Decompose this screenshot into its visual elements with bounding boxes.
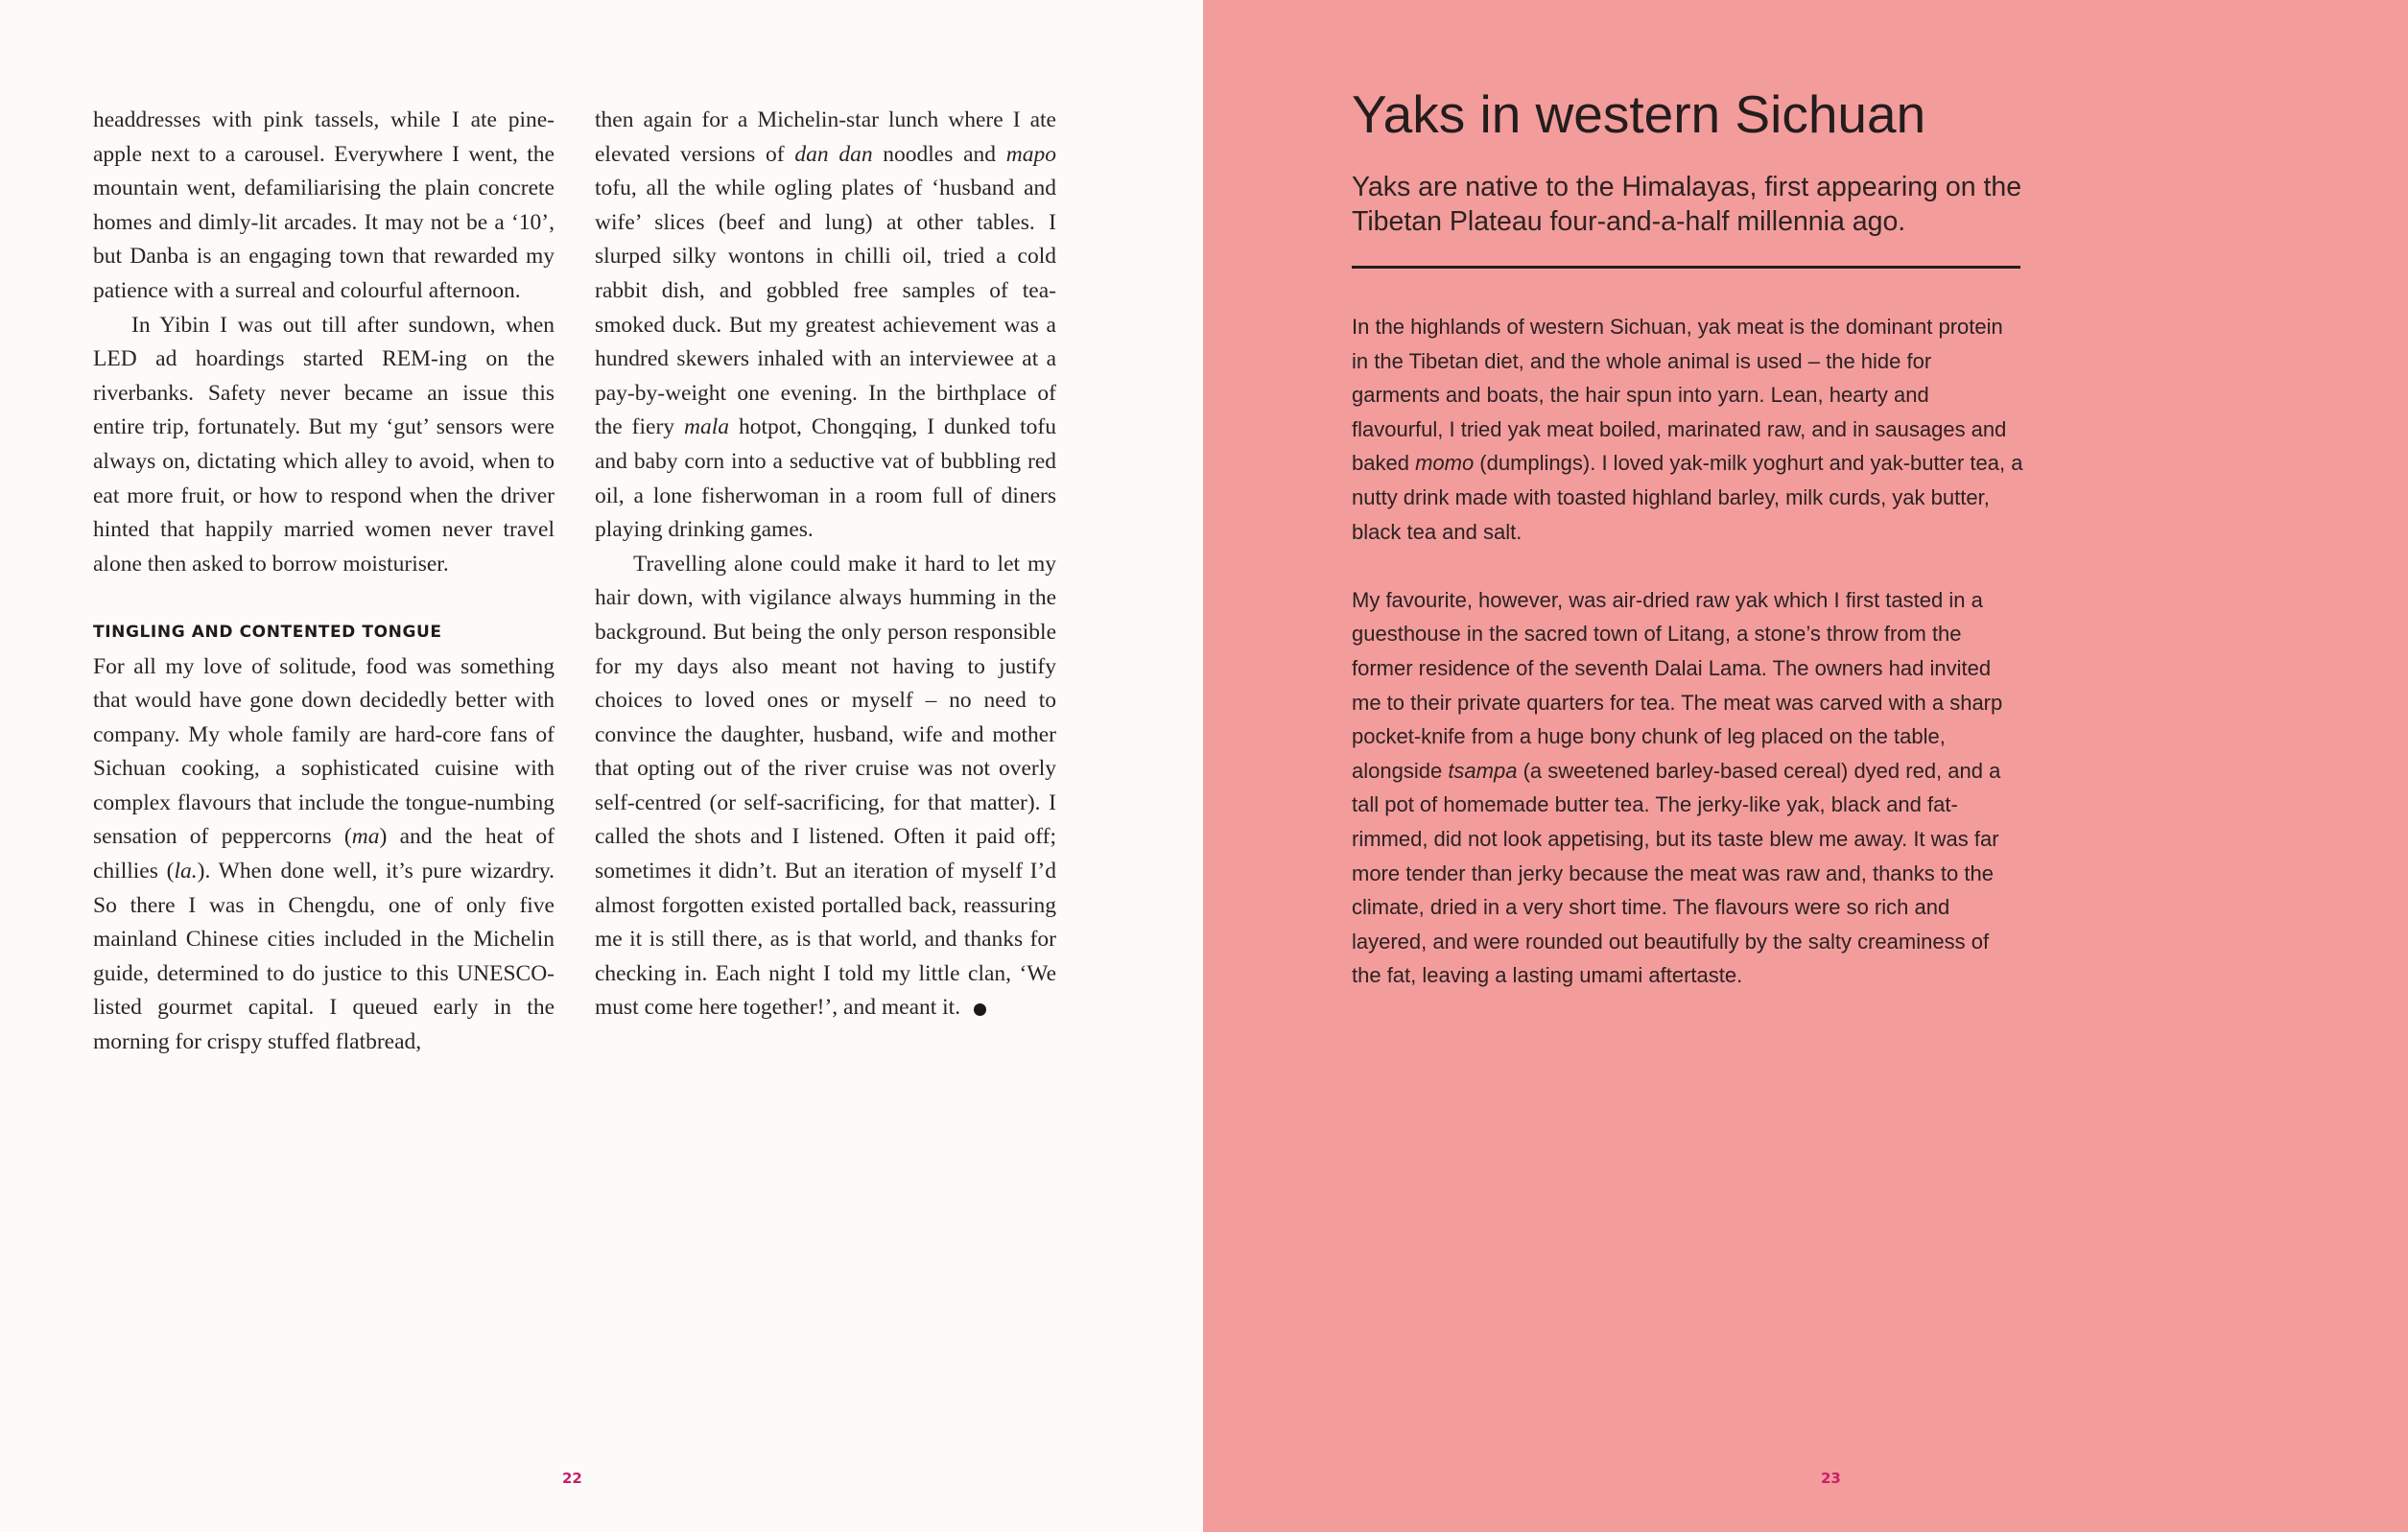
italic-term: la.	[174, 859, 198, 884]
italic-term: dan dan	[794, 141, 873, 167]
text-run: For all my love of solitude, food was something that would have gone down decidedly better with company. My whole family are hard-core fans of Sichuan cooking, a sophisticated cuisine with complex flavours that include the tongue-numbing sensation of peppercorns (	[93, 653, 555, 850]
end-of-article-bullet-icon	[974, 1003, 986, 1016]
paragraph	[1352, 310, 2023, 549]
paragraph: headdresses with pink tassels, while I ate pineapple next to a carousel. Everywhere I went, the mountain went, defamiliarising the plain concrete homes and dimly-lit arcades. It may not be a ‘10’, but Danba is an engaging town that rewarded my patience with a surreal and colourful afternoon.	[93, 107, 555, 303]
sidebar-subtitle: Yaks are native to the Himalayas, first appearing on the Tibetan Plateau four-and-a-half millennia ago.	[1352, 172, 2022, 237]
italic-term: momo	[1415, 451, 1475, 476]
sidebar-body	[1352, 310, 2023, 1026]
paragraph	[1352, 583, 2023, 993]
paragraph	[93, 650, 555, 1060]
text-column-1	[93, 104, 555, 1060]
text-run: then again for a Michelin-star lunch where I ate elevated versions of	[595, 107, 1056, 167]
paragraph: In Yibin I was out till after sundown, when LED ad hoardings started REM-ing on the riverbanks. Safety never became an issue this entire trip, fortunately. But my ‘gut’ sensors were always on, dictating which alley to avoid, when to eat more fruit, or how to respond when the driver hinted that happily married women never travel alone then asked to borrow moisturiser.	[93, 312, 555, 577]
text-run: (a sweetened barley-based cereal) dyed red, and a tall pot of homemade butter tea. The jerky-like yak, black and fat-rimmed, did not look appetising, but its taste blew me away. It was far more tender than jerky because the meat was raw and, thanks to the climate, dried in a very short time. The flavours were so rich and layered, and were rounded out beautifully by the salty creaminess of the fat, leaving a lasting umami aftertaste.	[1352, 758, 2001, 988]
text-column-2	[595, 104, 1056, 1025]
text-run: tofu, all the while ogling plates of ‘husband and wife’ slices (beef and lung) at other tables. I slurped silky wontons in chilli oil, tried a cold rabbit dish, and gobbled free samples of tea-smoked duck. But my greatest achievement was a hundred skewers inhaled with an interviewee at a pay-by-weight one evening. In the birthplace of the fiery	[595, 176, 1056, 440]
text-run: ). When done well, it’s pure wizardry. So there I was in Chengdu, one of only five mainland Chinese cities included in the Michelin guide, determined to do justice to this UNESCO-listed gourmet capital. I queued early in the morning for crispy stuffed flatbread,	[93, 859, 555, 1055]
text-run: My favourite, however, was air-dried raw yak which I first tasted in a guesthouse in the sacred town of Litang, a stone’s throw from the former residence of the seventh Dalai Lama. The owners had invited me to their private quarters for tea. The meat was carved with a sharp pocket-knife from a huge bony chunk of leg placed on the table, alongside	[1352, 587, 2003, 783]
italic-term: mapo	[1005, 141, 1056, 167]
italic-term: mala	[684, 414, 730, 440]
text-run: Travelling alone could make it hard to let my hair down, with vigilance always humming in the background. But being the only person responsible for my days also meant not having to justify choices to loved ones or myself – no need to convince the daughter, husband, wife and mother that opting out of the river cruise was not overly self-centred (or self-sacrificing, for that matter). I called the shots and I listened. Often it paid off; sometimes it didn’t. But an iteration of myself I’d almost forgotten existed portalled back, reassuring me it is still there, as is that world, and thanks for checking in. Each night I told my little clan, ‘We must come here together!’, and meant it.	[595, 551, 1056, 1021]
text-run: In the highlands of western Sichuan, yak meat is the dominant protein in the Tibetan diet, and the whole animal is used – the hide for garments and boats, the hair spun into yarn. Lean, hearty and flavourful, I tried yak meat boiled, marinated raw, and in sausages and baked	[1352, 315, 2007, 476]
italic-term: ma	[351, 824, 380, 850]
text-run: noodles and	[872, 141, 1006, 167]
page-number: 22	[562, 1470, 582, 1487]
left-page	[0, 0, 1203, 1532]
paragraph	[595, 548, 1056, 1025]
text-run: ) and the heat of chillies (	[93, 824, 555, 884]
divider	[1352, 266, 2020, 269]
section-subheading: TINGLING AND CONTENTED TONGUE	[93, 622, 442, 642]
paragraph	[595, 104, 1056, 548]
text-run: hotpot, Chongqing, I dunked tofu and baby corn into a seductive vat of bubbling red oil, a lone fisherwoman in a room full of diners playing drinking games.	[595, 414, 1056, 543]
sidebar-title: Yaks in western Sichuan	[1352, 84, 1926, 144]
italic-term: tsampa	[1448, 758, 1518, 783]
text-run: (dumplings). I loved yak-milk yoghurt and yak-butter tea, a nutty drink made with toasted highland barley, milk curds, yak butter, black tea and salt.	[1352, 451, 2023, 544]
page-number: 23	[1821, 1470, 1841, 1487]
